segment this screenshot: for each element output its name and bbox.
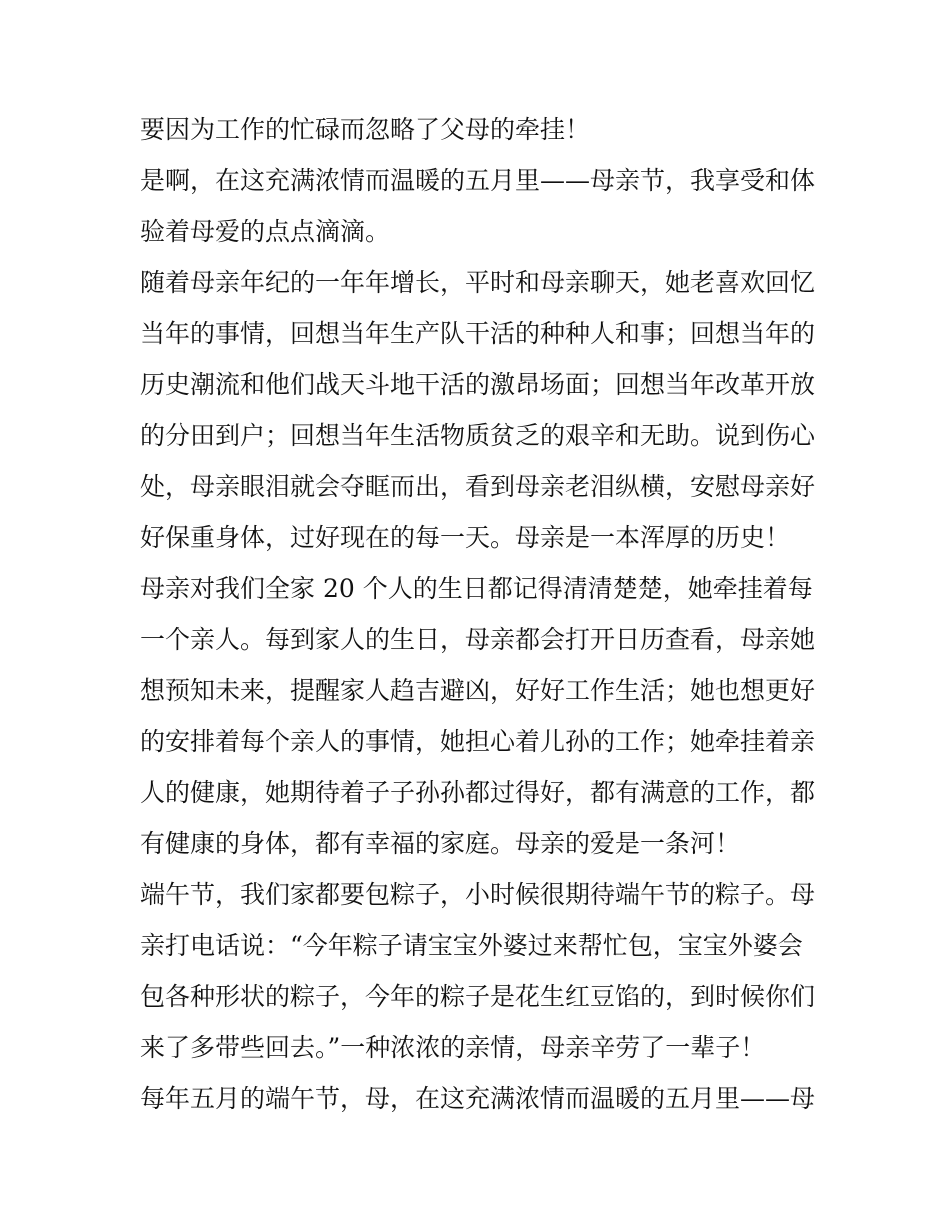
text-line: 有健康的身体，都有幸福的家庭。母亲的爱是一条河！	[140, 829, 741, 858]
text-line: 一个亲人。每到家人的生日，母亲都会打开日历查看，母亲她	[140, 625, 816, 654]
body-text	[140, 110, 820, 1130]
text-line: 当年的事情，回想当年生产队干活的种种人和事；回想当年的	[140, 319, 816, 348]
text-line: 人的健康，她期待着子子孙孙都过得好，都有满意的工作，都	[140, 778, 816, 807]
text-line: 验着母爱的点点滴滴。	[140, 217, 391, 246]
text-line: 每年五月的端午节，母，在这充满浓情而温暖的五月里——母	[140, 1084, 816, 1113]
text-line: 随着母亲年纪的一年年增长，平时和母亲聊天，她老喜欢回忆	[140, 268, 816, 297]
text-line: 处，母亲眼泪就会夺眶而出，看到母亲老泪纵横，安慰母亲好	[140, 472, 816, 501]
text-line: 亲打电话说：“今年粽子请宝宝外婆过来帮忙包，宝宝外婆会	[140, 931, 803, 960]
text-line: 历史潮流和他们战天斗地干活的激昂场面；回想当年改革开放	[140, 370, 816, 399]
text-line: 想预知未来，提醒家人趋吉避凶，好好工作生活；她也想更好	[140, 676, 816, 705]
text-line: 母亲对我们全家 20 个人的生日都记得清清楚楚，她牵挂着每	[140, 574, 813, 603]
text-line: 包各种形状的粽子，今年的粽子是花生红豆馅的，到时候你们	[140, 982, 816, 1011]
text-line: 的分田到户；回想当年生活物质贫乏的艰辛和无助。说到伤心	[140, 421, 816, 450]
text-line: 是啊，在这充满浓情而温暖的五月里——母亲节，我享受和体	[140, 166, 816, 195]
text-line: 要因为工作的忙碌而忽略了父母的牵挂！	[140, 115, 591, 144]
text-line: 好保重身体，过好现在的每一天。母亲是一本浑厚的历史！	[140, 523, 791, 552]
text-line: 来了多带些回去。”一种浓浓的亲情，母亲辛劳了一辈子！	[140, 1033, 766, 1062]
text-line: 端午节，我们家都要包粽子，小时候很期待端午节的粽子。母	[140, 880, 816, 909]
text-line: 的安排着每个亲人的事情，她担心着儿孙的工作；她牵挂着亲	[140, 727, 816, 756]
